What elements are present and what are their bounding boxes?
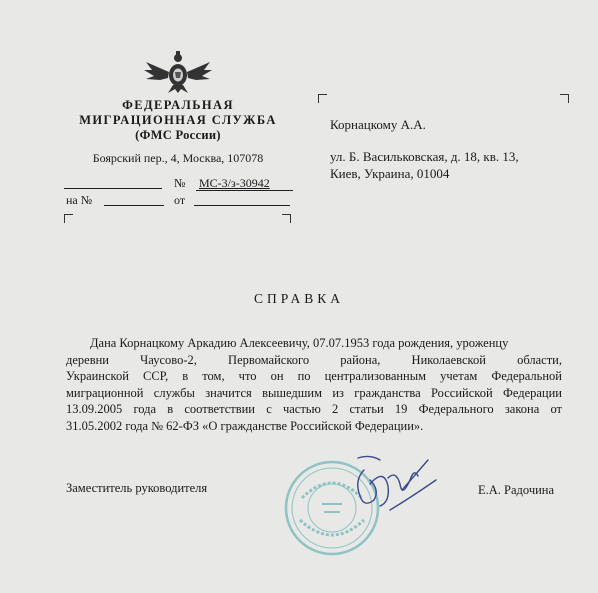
agency-line2: МИГРАЦИОННАЯ СЛУЖБА <box>79 113 277 127</box>
recipient-address <box>330 148 519 182</box>
number-sign: № <box>174 176 186 190</box>
agency-name <box>60 98 296 143</box>
body-line: Дана Корнацкому Аркадию Алексеевичу, 07.07.1953 года рождения, уроженцу <box>90 336 509 350</box>
agency-abbr: (ФМС России) <box>135 128 221 142</box>
corner-mark <box>64 214 73 223</box>
signatory-position: Заместитель руководителя <box>66 481 208 495</box>
agency-line1: ФЕДЕРАЛЬНАЯ <box>122 98 234 112</box>
corner-mark <box>560 94 569 103</box>
from-label: от <box>174 193 186 207</box>
corner-mark <box>318 94 327 103</box>
recipient-address-line2: Киев, Украина, 01004 <box>330 166 450 181</box>
body-line: 31.05.2002 года № 62-ФЗ «О гражданстве Российской Федерации». <box>66 418 424 433</box>
recipient-name: Корнацкому А.А. <box>330 117 426 132</box>
eagle-emblem-icon <box>142 48 214 94</box>
document-body <box>66 335 562 434</box>
agency-address: Боярский пер., 4, Москва, 107078 <box>92 151 264 165</box>
document-title: СПРАВКА <box>253 291 345 306</box>
date-line <box>64 188 162 189</box>
signatory-name: Е.А. Радочина <box>478 483 555 497</box>
body-line: миграционной службы значится вышедшим из гражданства Российской Федерации <box>66 385 562 400</box>
body-line: Украинской ССР, в том, что он по централизованным учетам Федеральной <box>66 369 562 383</box>
signature-icon <box>340 450 440 530</box>
corner-mark <box>282 214 291 223</box>
to-number-line <box>104 205 164 206</box>
body-line: 13.09.2005 года в соответствии с частью 2 статьи 19 Федерального закона от <box>66 402 562 416</box>
body-line: деревни Чаусово-2, Первомайского района, Николаевской области, <box>66 352 562 367</box>
recipient-address-line1: ул. Б. Васильковская, д. 18, кв. 13, <box>330 149 519 164</box>
from-date-line <box>194 205 290 206</box>
document-number: МС-3/з-30942 <box>196 176 293 191</box>
to-number-label: на № <box>66 193 93 207</box>
